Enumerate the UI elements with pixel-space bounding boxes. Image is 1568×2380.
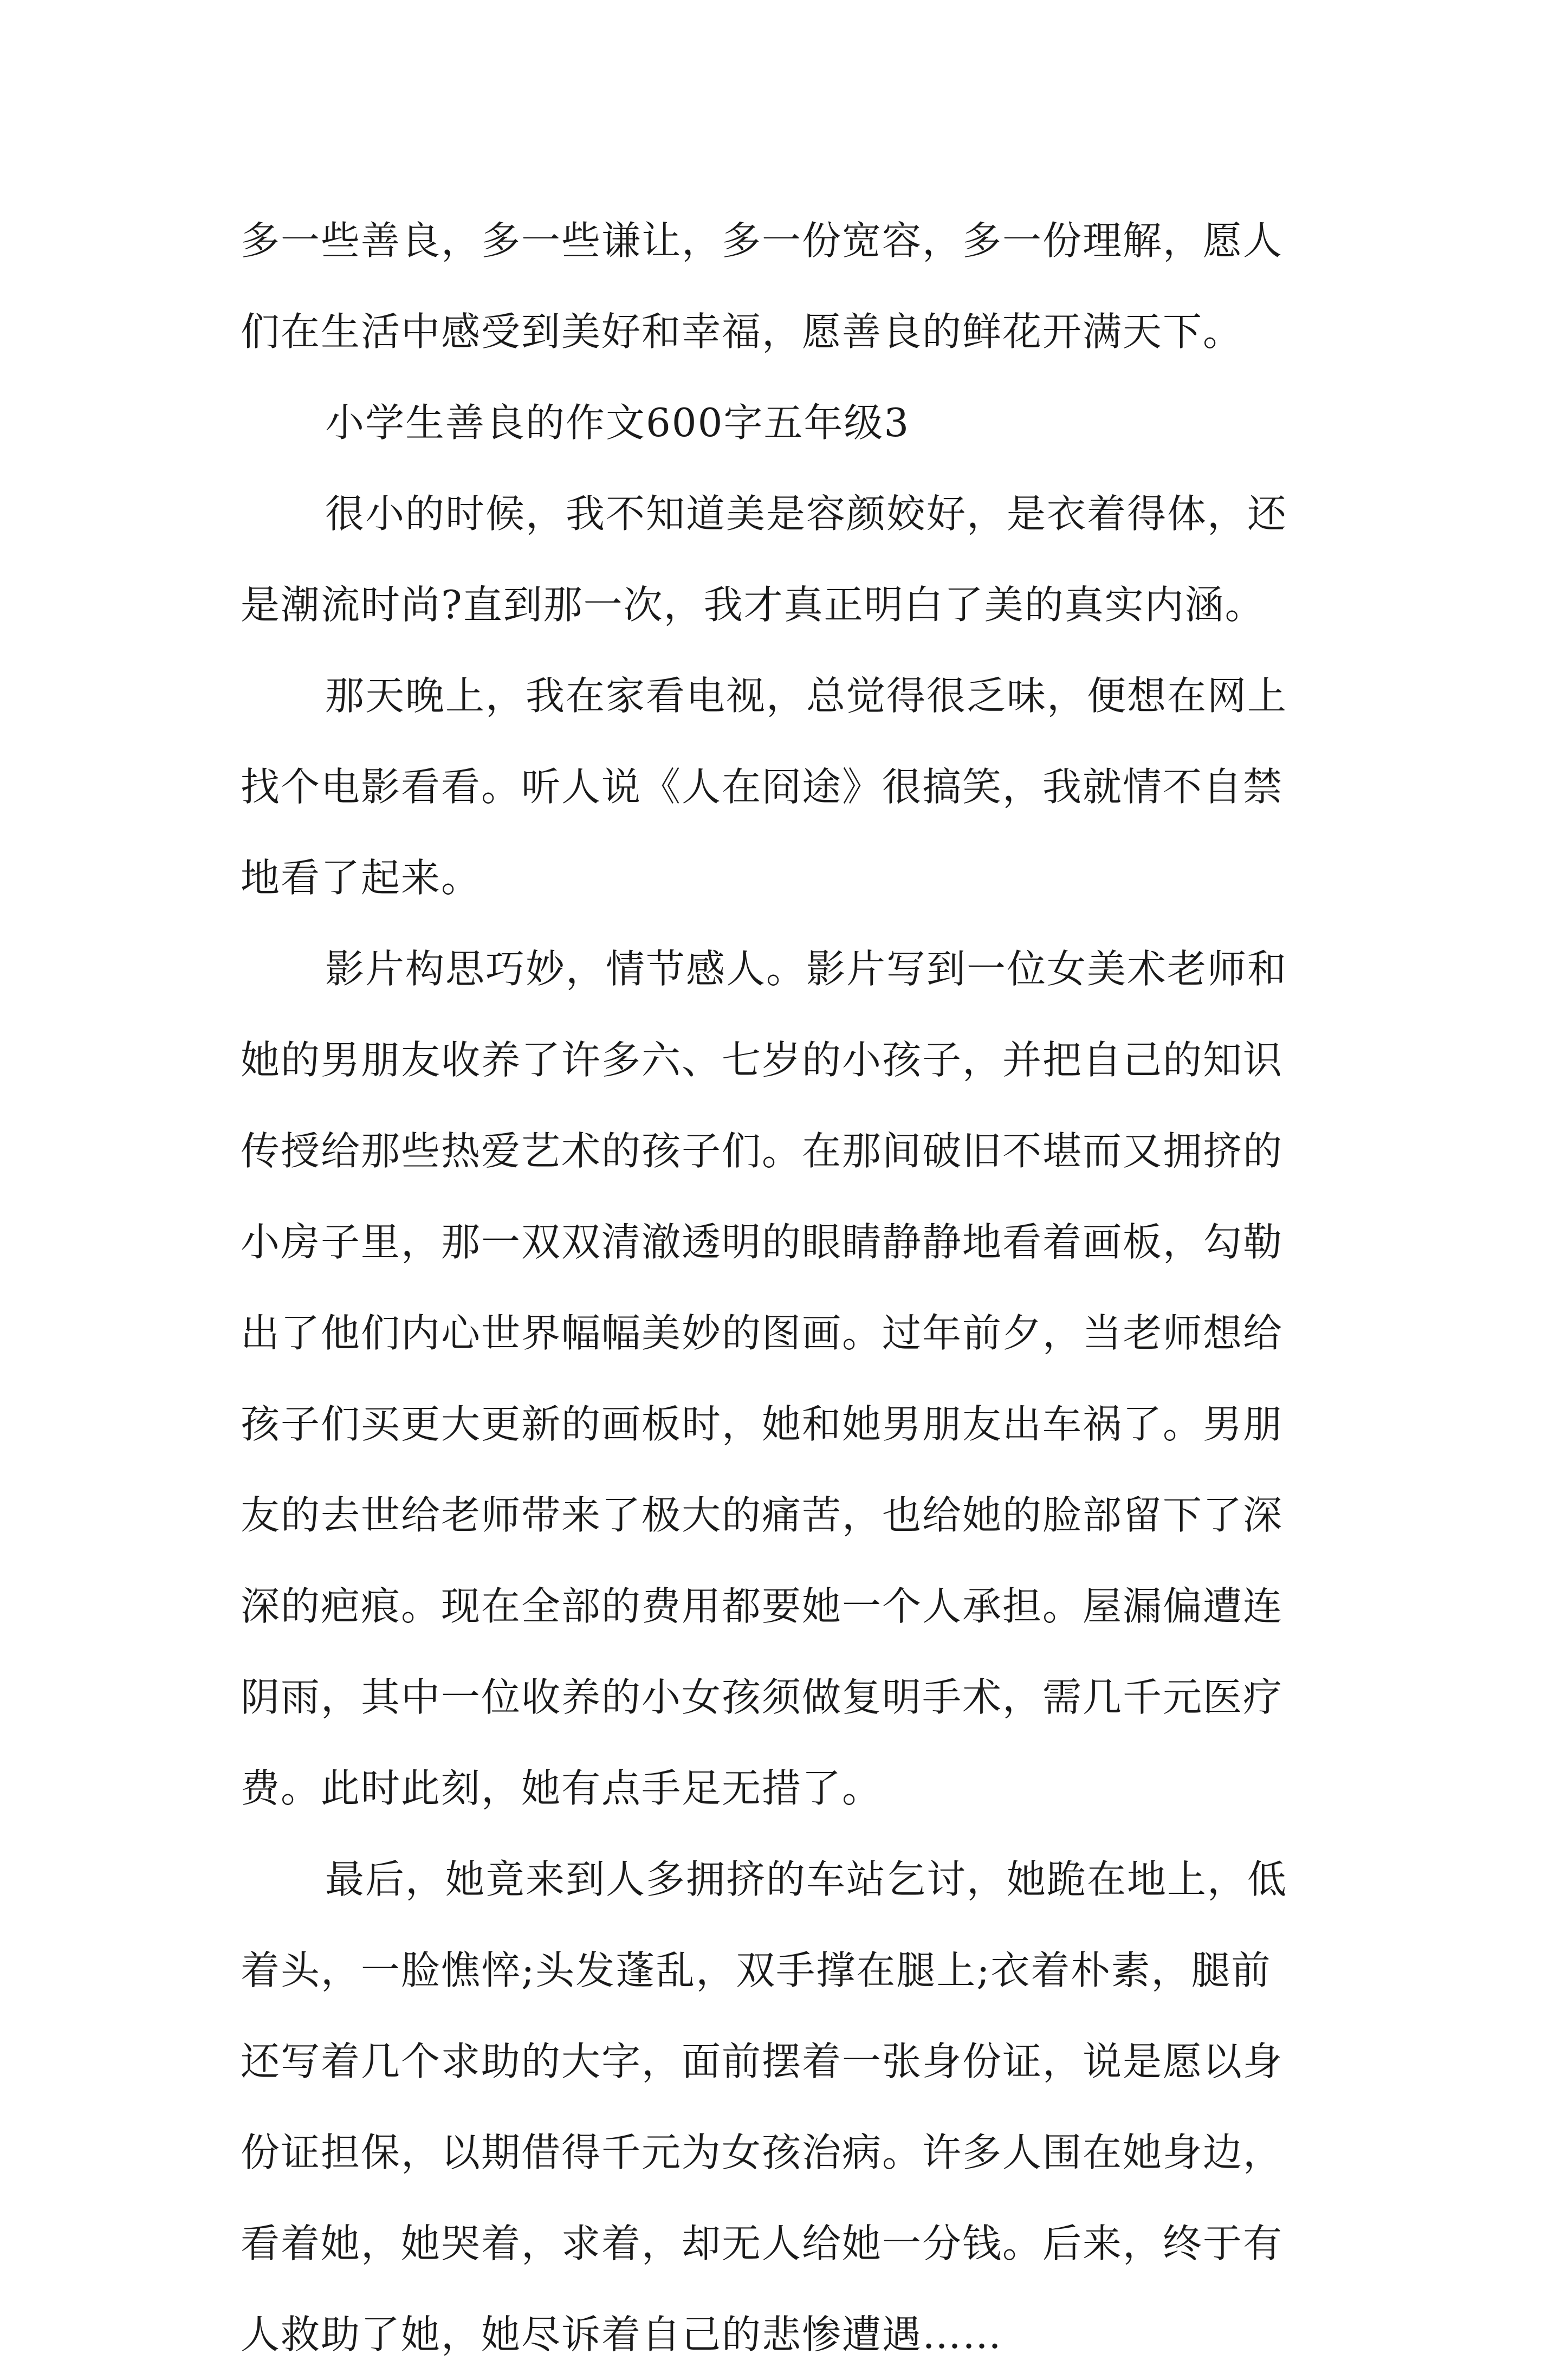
text-line: 那天晚上，我在家看电视，总觉得很乏味，便想在网上 (325, 673, 1288, 719)
text-line: 人救助了她，她尽诉着自己的悲惨遭遇…… (241, 2312, 1003, 2357)
essay-heading: 小学生善良的作文600字五年级3 (325, 400, 910, 445)
text-line: 还写着几个求助的大字，面前摆着一张身份证，说是愿以身 (241, 2039, 1284, 2084)
text-line: 很小的时候，我不知道美是容颜姣好，是衣着得体，还 (325, 491, 1288, 536)
text-line: 孩子们买更大更新的画板时，她和她男朋友出车祸了。男朋 (241, 1401, 1284, 1447)
text-line: 是潮流时尚?直到那一次，我才真正明白了美的真实内涵。 (241, 582, 1265, 628)
text-line: 费。此时此刻，她有点手足无措了。 (241, 1765, 883, 1811)
text-line: 最后，她竟来到人多拥挤的车站乞讨，她跪在地上，低 (325, 1857, 1288, 1902)
text-line: 出了他们内心世界幅幅美妙的图画。过年前夕，当老师想给 (241, 1310, 1284, 1356)
text-line: 小房子里，那一双双清澈透明的眼睛静静地看着画板，勾勒 (241, 1219, 1284, 1265)
essay-body (241, 195, 1346, 2380)
text-line: 份证担保，以期借得千元为女孩治病。许多人围在她身边， (241, 2130, 1284, 2175)
text-line: 影片构思巧妙，情节感人。影片写到一位女美术老师和 (325, 946, 1288, 992)
text-line: 着头，一脸憔悴;头发蓬乱，双手撑在腿上;衣着朴素，腿前 (241, 1948, 1272, 1993)
text-line: 地看了起来。 (241, 855, 482, 901)
text-line: 看着她，她哭着，求着，却无人给她一分钱。后来，终于有 (241, 2221, 1284, 2266)
text-line: 深的疤痕。现在全部的费用都要她一个人承担。屋漏偏遭连 (241, 1583, 1284, 1629)
text-line: 们在生活中感受到美好和幸福，愿善良的鲜花开满天下。 (241, 309, 1243, 354)
text-line: 传授给那些热爱艺术的孩子们。在那间破旧不堪而又拥挤的 (241, 1128, 1284, 1174)
text-line: 找个电影看看。听人说《人在冏途》很搞笑，我就情不自禁 (241, 764, 1284, 810)
text-line: 她的男朋友收养了许多六、七岁的小孩子，并把自己的知识 (241, 1037, 1284, 1083)
text-line: 阴雨，其中一位收养的小女孩须做复明手术，需几千元医疗 (241, 1674, 1284, 1720)
text-line: 多一些善良，多一些谦让，多一份宽容，多一份理解，愿人 (241, 218, 1284, 263)
text-line: 友的去世给老师带来了极大的痛苦，也给她的脸部留下了深 (241, 1492, 1284, 1538)
